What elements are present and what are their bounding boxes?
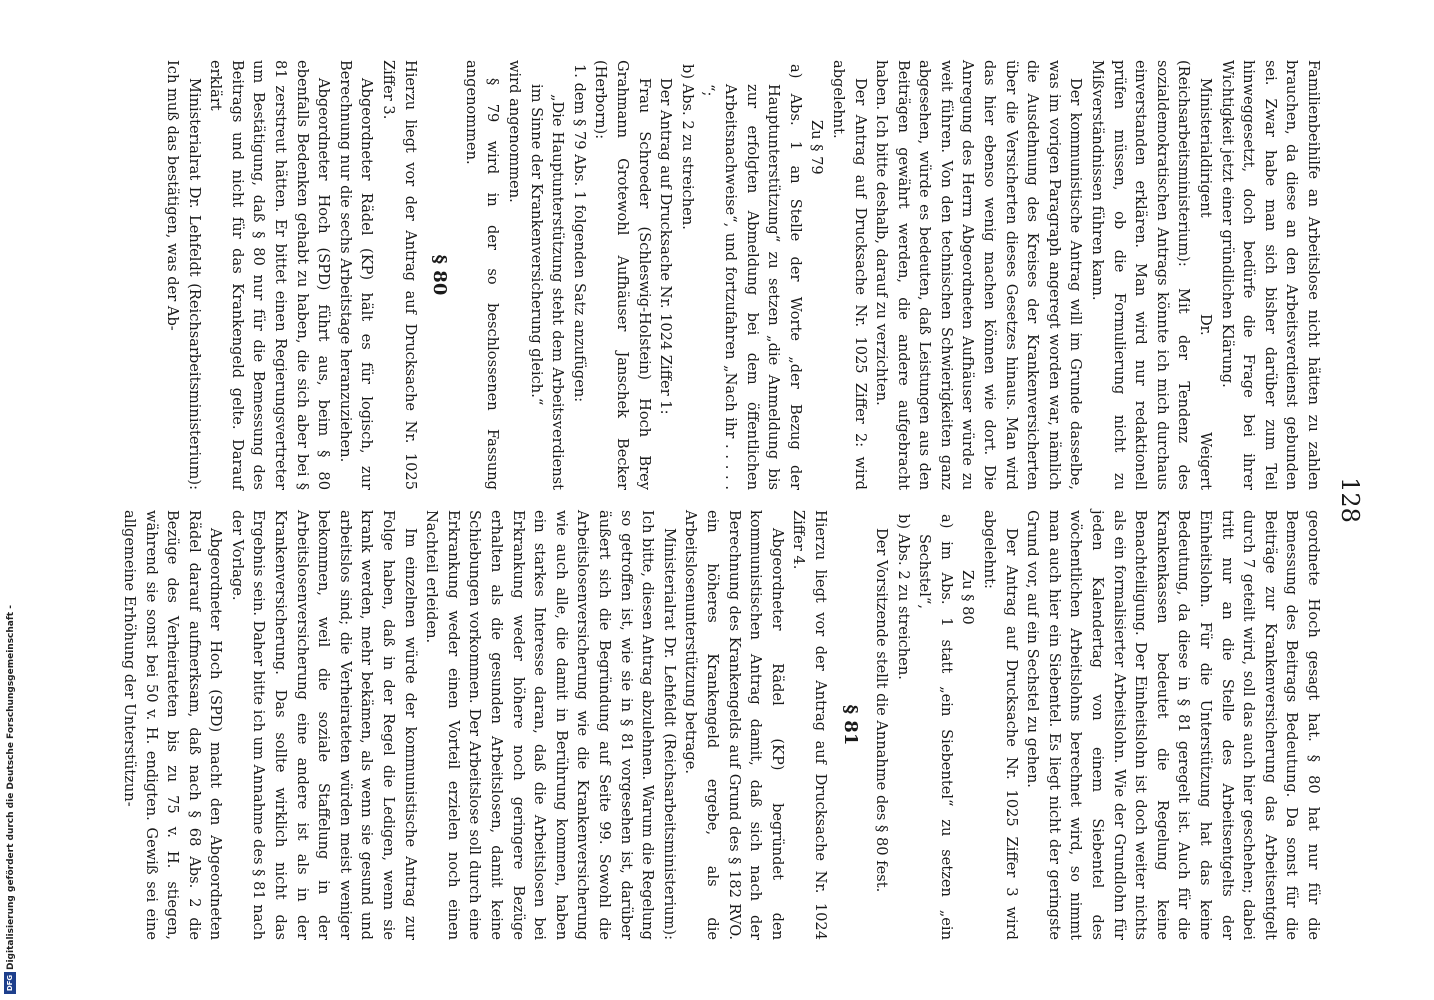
motion-text: Der Antrag auf Drucksache Nr. 1025 Ziffer 3 wird abgelehnt: bbox=[981, 510, 1020, 940]
paragraph: geordnete Hoch gesagt hat. § 80 hat nur für die Bemessung des Beitrags Bedeutung. Da sonst für die Beiträge zur Krankenversicherung das Arbeitsentgelt durch 7 geteilt wird, soll das auch hier geschehen; dabei tritt nur an die Stelle des Arbeitsentgelts der Einheitslohn. Für die Unterstützung hat das keine Bedeutung, da diese in § 81 geregelt ist. Auch für die Krankenkassen bedeutet die Regelung keine Benachteiligung. Der Einheitslohn ist doch weiter nichts als ein formalisierter Arbeitslohn. Wie der Grundlohn für jeden Kalendertag von einem Siebentel des wöchentlichen Arbeitslohns berechnet wird, so nimmt man auch hier ein Siebentel. Es liegt nicht der geringste Grund vor, auf ein Sechstel zu gehen. bbox=[1024, 510, 1322, 940]
paragraph: Im einzelnen würde der kommunistische Antrag zur Folge haben, daß in der Regel die Ledigen, wenn sie krank werden, mehr bekämen, als wenn sie gesund und arbeitslos sind; die Verheirateten würden meist weniger bekommen, weil die soziale Staffelung in der Arbeitslosenversicherung eine andere ist als in der Krankenversicherung. Das sollte wirklich nicht das Ergebnis sein. Daher bitte ich um Annahme des § 81 nach der Vorlage. bbox=[228, 510, 419, 940]
page-number: 128 bbox=[1336, 477, 1364, 523]
section-heading: § 81 bbox=[839, 704, 861, 746]
signatories: Frau Schroeder (Schleswig-Holstein) Hoch Brey Grahmann Grotewohl Aufhäuser Janschek Becker (Herborn): bbox=[592, 60, 653, 490]
motion-text: Der Antrag auf Drucksache Nr. 1024 Ziffer 1: bbox=[657, 78, 675, 415]
digitization-text: Digitalisierung gefördert durch die Deutsche Forschungsgemeinschaft - bbox=[6, 605, 16, 970]
subsection-label: Zu § 79 bbox=[808, 120, 826, 175]
paragraph: Ministerialdirigent Dr. Weigert (Reichsarbeitsministerium): Mit der Tendenz des sozialdemokratischen Antrags könnte ich mich durchaus einverstanden erklären. Man wird nur redaktionell prüfen müssen, ob die Formulierung nicht zu Mißverständnissen führen kann. bbox=[1089, 60, 1215, 490]
reference-text: Hierzu liegt vor der Antrag auf Drucksache Nr. 1024 Ziffer 4. bbox=[790, 510, 829, 940]
result-text: wird angenommen. bbox=[506, 60, 524, 203]
paragraph: Abgeordneter Hoch (SPD) macht den Abgeordneten Rädel darauf aufmerksam, daß nach § 68 Abs. 2 die Bezüge des Verheirateten bis zu 75 v. H. stiegen, während sie sonst bei 50 v. H. endigten. Gewiß sei eine allgemeine Erhöhung der Unterstützun- bbox=[120, 510, 225, 940]
quote: „Die Hauptunterstützung steht dem Arbeitsverdienst im Sinne der Krankenversicherung gleich.“ bbox=[527, 84, 567, 490]
list-item: b) Abs. 2 zu streichen. bbox=[678, 64, 696, 230]
reference-text: Hierzu liegt vor der Antrag auf Drucksache Nr. 1025 Ziffer 3. bbox=[380, 60, 419, 490]
result-text: § 79 wird in der so beschlossenen Fassung angenommen. bbox=[462, 60, 502, 490]
motion-text: Der Antrag auf Drucksache Nr. 1025 Ziffer 2: wird abgelehnt. bbox=[829, 60, 869, 490]
paragraph: Familienbeihilfe an Arbeitslose nicht hätten zu zahlen brauchen, da diese an den Arbeitsverdienst gebunden sei. Zwar habe man sich bisher darüber zum Teil hinweggesetzt, doch bedürfe die Frage bei ihrer Wichtigkeit jetzt einer gründlichen Klärung. bbox=[1218, 60, 1322, 490]
list-item: a) im Abs. 1 statt „ein Siebentel“ zu setzen „ein Sechstel“, bbox=[916, 514, 955, 940]
paragraph: Der kommunistische Antrag will im Grunde dasselbe, was im vorigen Paragraph angeregt worden war, nämlich die Ausdehnung des Kreises der Krankenversicherten über die Versicherten dieses Gesetzes hinaus. Man wird das hier ebenso wenig machen können wie dort. Die Anregung des Herrn Abgeordneten Aufhäuser würde zu weit führen. Von den technischen Schwierigkeiten ganz abgesehen, würde es bedeuten, daß Leistungen aus den Beiträgen gewährt werden, die andere aufgebracht haben. Ich bitte deshalb, darauf zu verzichten. bbox=[873, 60, 1085, 490]
section-heading: § 80 bbox=[429, 254, 451, 296]
list-item: 1. dem § 79 Abs. 1 folgenden Satz anzufügen: bbox=[570, 64, 588, 403]
paragraph: Abgeordneter Rädel (KP) hält es für logisch, zur Berechnung nur die sechs Arbeitstage heranzuziehen. bbox=[336, 60, 376, 490]
result-text: Der Vorsitzende stellt die Annahme des § 80 fest. bbox=[873, 528, 891, 893]
paragraph: Ministerialrat Dr. Lehfeldt (Reichsarbeitsministerium): Ich muß das bestätigen, was der Ab- bbox=[164, 60, 203, 490]
dfg-logo-text: DFG bbox=[6, 974, 14, 992]
digitization-credit bbox=[2, 0, 18, 1000]
paragraph: Ministerialrat Dr. Lehfeldt (Reichsarbeitsministerium): Ich bitte, diesen Antrag abzulehnen. Warum die Regelung so getroffen ist, wie sie in § 81 vorgesehen ist, darüber äußert sich die Begründung auf Seite 99. Sowohl die Arbeitslosenversicherung wie die Krankenversicherung wie auch alle, die damit in Berührung kommen, haben ein starkes Interesse daran, daß die Arbeitslosen bei Erkrankung weder höhere noch geringere Bezüge erhalten als die gesunden Arbeitslosen, damit keine Schiebungen vorkommen. Der Arbeitslose soll durch eine Erkrankung weder einen Vorteil erzielen noch einen Nachteil erleiden. bbox=[423, 510, 678, 940]
subsection-label: Zu § 80 bbox=[959, 570, 977, 625]
paragraph: Abgeordneter Hoch (SPD) führt aus, beim § 80 ebenfalls Bedenken gehabt zu haben, die sich aber bei § 81 zerstreut hätten. Er bittet einen Regierungsvertreter um Bestätigung, daß § 80 nur für die Bemessung des Beitrags und nicht für das Krankengeld gelte. Darauf erklärt bbox=[207, 60, 333, 490]
list-item: b) Abs. 2 zu streichen. bbox=[894, 514, 912, 680]
right-column bbox=[120, 510, 1324, 940]
list-item: a) Abs. 1 an Stelle der Worte „der Bezug der Hauptunterstützung“ zu setzen „die Anmeldung bis zur erfolgten Abmeldung bei dem öffentlichen Arbeitsnachweise“, und fortzufahren „Nach ihr . . . . . “; bbox=[700, 64, 804, 490]
paragraph: Abgeordneter Rädel (KP) begründet den kommunistischen Antrag damit, daß sich nach der Berechnung des Krankengelds auf Grund des § 182 RVO. ein höheres Krankengeld ergebe, als die Arbeitslosenunterstützung betrage. bbox=[682, 510, 786, 940]
dfg-logo-icon bbox=[4, 972, 16, 994]
left-column bbox=[134, 60, 1324, 490]
